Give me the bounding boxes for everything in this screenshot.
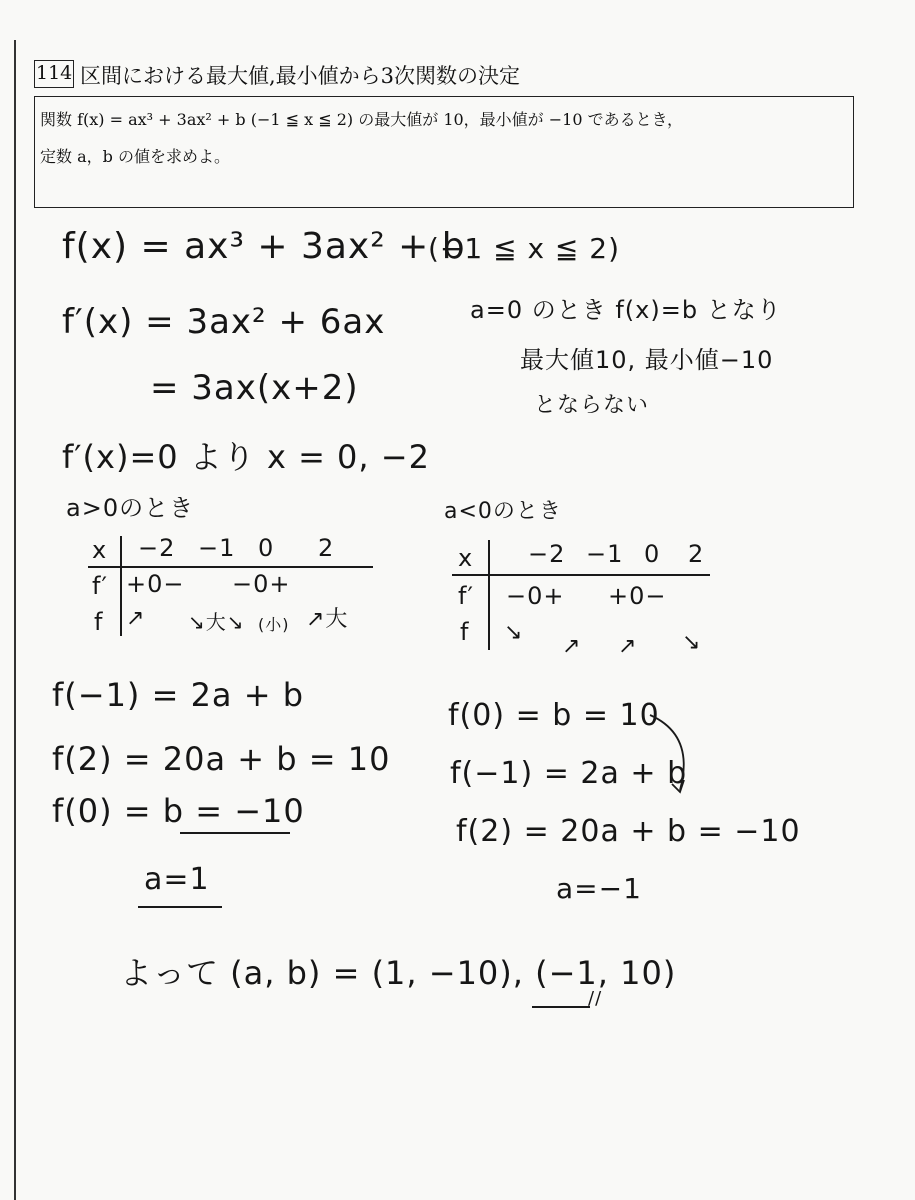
- connector-arrow: [640, 710, 700, 800]
- problem-statement-line1: 関数 f(x) = ax³ + 3ax² + b (−1 ≦ x ≦ 2) の最大値が 10，最小値が −10 であるとき，: [40, 110, 683, 129]
- neg-equation-2: f(−1) = 2a + b: [450, 756, 688, 791]
- pos-equation-2: f(2) = 20a + b = 10: [52, 740, 391, 778]
- table-neg-x-2: −1: [586, 540, 624, 568]
- function-domain: (−1 ≦ x ≦ 2): [428, 232, 621, 265]
- table-pos-f-1: ↗: [126, 606, 146, 631]
- table-neg-fp-2: +0−: [608, 582, 667, 610]
- table-neg-f-label: f: [460, 618, 470, 646]
- pos-equation-3-underline: [180, 832, 290, 834]
- note-a-zero-line1: a=0 のとき f(x)=b となり: [470, 296, 782, 324]
- table-neg-fp-1: −0+: [506, 582, 565, 610]
- neg-equation-3: f(2) = 20a + b = −10: [456, 814, 801, 849]
- table-pos-fp-label: f′: [92, 572, 108, 600]
- problem-number: 114: [36, 62, 73, 84]
- pos-result-underline: [138, 906, 222, 908]
- note-a-zero-line3: とならない: [534, 393, 650, 418]
- neg-result: a=−1: [556, 872, 642, 905]
- critical-points: f′(x)=0 より x = 0, −2: [62, 438, 430, 476]
- final-answer-underline: [532, 1006, 590, 1008]
- final-answer-mark: //: [588, 988, 603, 1009]
- pos-equation-3: f(0) = b = −10: [52, 792, 305, 830]
- table-neg-f-2: ↗: [562, 634, 582, 659]
- pos-equation-1: f(−1) = 2a + b: [52, 676, 304, 714]
- derivative: f′(x) = 3ax² + 6ax: [62, 302, 386, 342]
- table-neg-x-1: −2: [528, 540, 566, 568]
- margin-line: [14, 40, 16, 1200]
- final-answer: よって (a, b) = (1, −10), (−1, 10): [120, 954, 677, 992]
- table-negative-vline: [488, 540, 490, 650]
- table-pos-f-4: ↗大: [306, 607, 349, 632]
- table-neg-x-4: 2: [688, 540, 705, 568]
- derivative-factored: = 3ax(x+2): [150, 368, 359, 408]
- table-positive-hline: [88, 566, 373, 568]
- table-pos-x-label: x: [92, 536, 108, 564]
- table-positive-vline: [120, 536, 122, 636]
- table-pos-x-2: −1: [198, 534, 236, 562]
- table-pos-f-3: (小): [258, 615, 290, 634]
- table-neg-f-4: ↘: [682, 630, 702, 655]
- table-pos-f-2: ↘大↘: [188, 610, 245, 634]
- pos-result: a=1: [144, 862, 210, 897]
- table-pos-fp-1: +0−: [126, 570, 185, 598]
- case-positive-heading: a>0のとき: [66, 494, 195, 522]
- problem-statement-line2: 定数 a，b の値を求めよ。: [40, 147, 230, 166]
- note-a-zero-line2: 最大値10, 最小値−10: [520, 346, 774, 374]
- table-pos-f-label: f: [94, 608, 104, 636]
- problem-title: 区間における最大値,最小値から3次関数の決定: [80, 64, 521, 88]
- table-pos-fp-2: −0+: [232, 570, 291, 598]
- neg-equation-1: f(0) = b = 10: [448, 698, 660, 733]
- table-pos-x-4: 2: [318, 534, 335, 562]
- function-def: f(x) = ax³ + 3ax² + b: [62, 226, 466, 267]
- table-neg-fp-label: f′: [458, 582, 474, 610]
- table-negative-hline: [452, 574, 710, 576]
- table-pos-x-3: 0: [258, 534, 275, 562]
- table-neg-x-label: x: [458, 544, 474, 572]
- table-neg-x-3: 0: [644, 540, 661, 568]
- table-neg-f-3: ↗: [618, 634, 638, 659]
- case-negative-heading: a<0のとき: [444, 499, 562, 524]
- table-pos-x-1: −2: [138, 534, 176, 562]
- table-neg-f-1: ↘: [504, 620, 524, 645]
